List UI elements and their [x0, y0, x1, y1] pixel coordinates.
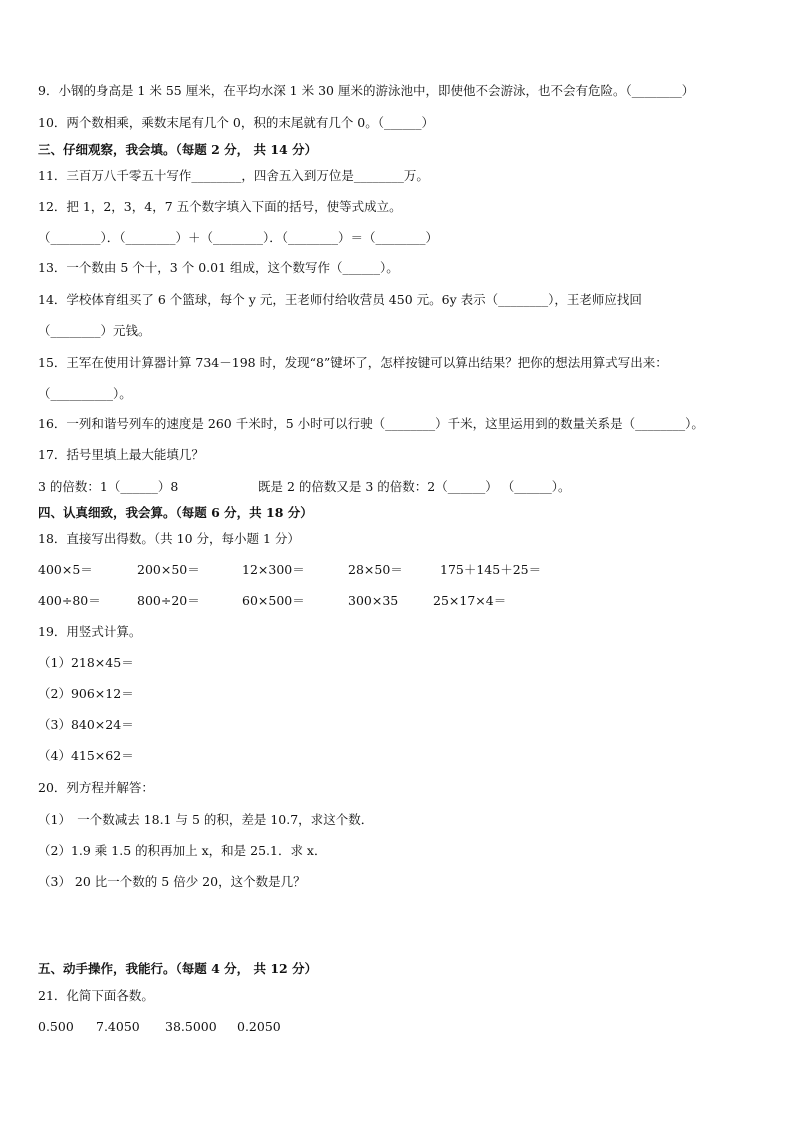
question-19-item: （1）218×45＝: [38, 655, 134, 670]
question-16: 16．一列和谐号列车的速度是 260 千米时，5 小时可以行驶（________）千米，这里运用到的数量关系是（________）。: [38, 416, 704, 431]
question-12-blanks: （________）．（________）＋（________）．（________）＝（________）: [38, 230, 439, 245]
calc-item: 400×5＝: [38, 562, 93, 577]
question-19-item: （4）415×62＝: [38, 748, 134, 763]
question-14: 14．学校体育组买了 6 个篮球，每个 y 元，王老师付给收营员 450 元。6y 表示（________），王老师应找回: [38, 292, 642, 307]
question-21: 21．化简下面各数。: [38, 988, 154, 1003]
question-18: 18．直接写出得数。（共 10 分，每小题 1 分）: [38, 531, 300, 546]
question-9: 9．小钢的身高是 1 米 55 厘米，在平均水深 1 米 30 厘米的游泳池中，即使他不会游泳，也不会有危险。（________）: [38, 83, 695, 98]
calc-item: 25×17×4＝: [433, 593, 507, 608]
question-17: 17．括号里填上最大能填几？: [38, 447, 204, 462]
calc-item: 200×50＝: [137, 562, 200, 577]
calc-item: 175＋145＋25＝: [440, 562, 542, 577]
question-11: 11．三百万八千零五十写作________，四舍五入到万位是________万。: [38, 168, 429, 183]
number-item: 38.5000: [165, 1019, 217, 1034]
question-19-item: （2）906×12＝: [38, 686, 134, 701]
number-item: 0.500: [38, 1019, 74, 1034]
question-20-item: （2）1.9 乘 1.5 的积再加上 x，和是 25.1．求 x．: [38, 843, 327, 858]
question-15-cont: （__________）。: [38, 386, 132, 401]
section-4-heading: 四、认真细致，我会算。（每题 6 分，共 18 分）: [38, 505, 313, 520]
calc-item: 60×500＝: [242, 593, 305, 608]
calc-item: 300×35: [348, 593, 399, 608]
calc-item: 28×50＝: [348, 562, 403, 577]
section-3-heading: 三、仔细观察，我会填。（每题 2 分， 共 14 分）: [38, 142, 318, 157]
calc-item: 400÷80＝: [38, 593, 101, 608]
question-17-part-2: 既是 2 的倍数又是 3 的倍数：2（______） （______）。: [258, 479, 571, 494]
question-13: 13．一个数由 5 个十，3 个 0.01 组成，这个数写作（______）。: [38, 260, 399, 275]
question-14-cont: （________）元钱。: [38, 323, 151, 338]
question-10: 10．两个数相乘，乘数末尾有几个 0，积的末尾就有几个 0。（______）: [38, 115, 435, 130]
number-item: 0.2050: [237, 1019, 281, 1034]
question-20-item: （3） 20 比一个数的 5 倍少 20，这个数是几？: [38, 874, 306, 889]
question-20: 20．列方程并解答：: [38, 780, 154, 795]
question-15: 15．王军在使用计算器计算 734－198 时，发现“8”键坏了，怎样按键可以算出结果？把你的想法用算式写出来：: [38, 355, 668, 370]
calc-item: 12×300＝: [242, 562, 305, 577]
calc-item: 800÷20＝: [137, 593, 200, 608]
question-20-item: （1） 一个数减去 18.1 与 5 的积，差是 10.7，求这个数．: [38, 812, 374, 827]
section-5-heading: 五、动手操作，我能行。（每题 4 分， 共 12 分）: [38, 961, 318, 976]
question-12: 12．把 1，2，3，4，7 五个数字填入下面的括号，使等式成立。: [38, 199, 402, 214]
question-17-part-1: 3 的倍数：1（______）8: [38, 479, 179, 494]
question-19-item: （3）840×24＝: [38, 717, 134, 732]
number-item: 7.4050: [96, 1019, 140, 1034]
question-19: 19．用竖式计算。: [38, 624, 142, 639]
